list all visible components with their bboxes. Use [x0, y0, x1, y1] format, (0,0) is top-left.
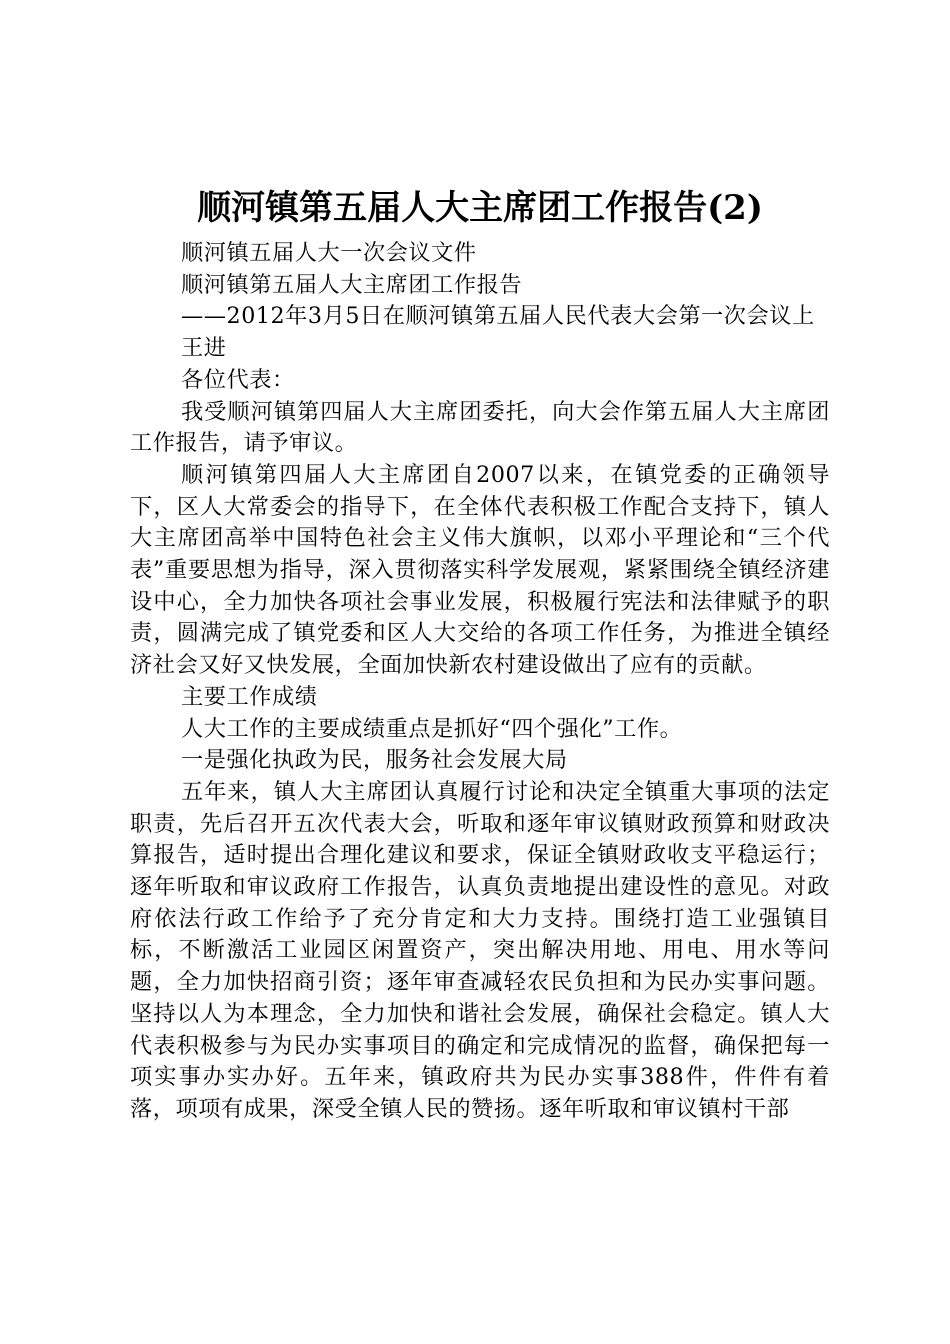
paragraph-overview: 顺河镇第四届人大主席团自2007以来，在镇党委的正确领导下，区人大常委会的指导下，在全体代表积极工作配合支持下，镇人大主席团高举中国特色社会主义伟大旗帜，以邓小平理论和“三个代表”重要思想为指导，深入贯彻落实科学发展观，紧紧围绕全镇经济建设中心，全力加快各项社会事业发展，积极履行宪法和法律赋予的职责，圆满完成了镇党委和区人大交给的各项工作任务，为推进全镇经济社会又好又快发展，全面加快新农村建设做出了应有的贡献。 [130, 461, 830, 679]
paragraph-date-venue: ——2012年3月5日在顺河镇第五届人民代表大会第一次会议上 [181, 303, 815, 330]
paragraph-section-heading: 主要工作成绩 [181, 683, 318, 710]
document-body [130, 238, 830, 1126]
paragraph-four-strengthens: 人大工作的主要成绩重点是抓好“四个强化”工作。 [181, 715, 683, 742]
paragraph-author: 王进 [181, 335, 227, 362]
paragraph-salutation: 各位代表： [181, 366, 295, 393]
document-title: 顺河镇第五届人大主席团工作报告(2) [197, 188, 763, 228]
paragraph-point-one-heading: 一是强化执政为民，服务社会发展大局 [181, 747, 568, 774]
paragraph-intro: 我受顺河镇第四届人大主席团委托，向大会作第五届人大主席团工作报告，请予审议。 [130, 398, 830, 457]
paragraph-report-title: 顺河镇第五届人大主席团工作报告 [181, 271, 523, 298]
paragraph-meeting-file: 顺河镇五届人大一次会议文件 [181, 240, 477, 266]
paragraph-point-one-body: 五年来，镇人大主席团认真履行讨论和决定全镇重大事项的法定职责，先后召开五次代表大会，听取和逐年审议镇财政预算和财政决算报告，适时提出合理化建议和要求，保证全镇财政收支平稳运行；逐年听取和审议政府工作报告，认真负责地提出建设性的意见。对政府依法行政工作给予了充分肯定和大力支持。围绕打造工业强镇目标，不断激活工业园区闲置资产，突出解决用地、用电、用水等问题，全力加快招商引资；逐年审查减轻农民负担和为民办实事问题。坚持以人为本理念，全力加快和谐社会发展，确保社会稳定。镇人大代表积极参与为民办实事项目的确定和完成情况的监督，确保把每一项实事办实办好。五年来，镇政府共为民办实事388件，件件有着落，项项有成果，深受全镇人民的赞扬。逐年听取和审议镇村干部 [130, 778, 830, 1122]
